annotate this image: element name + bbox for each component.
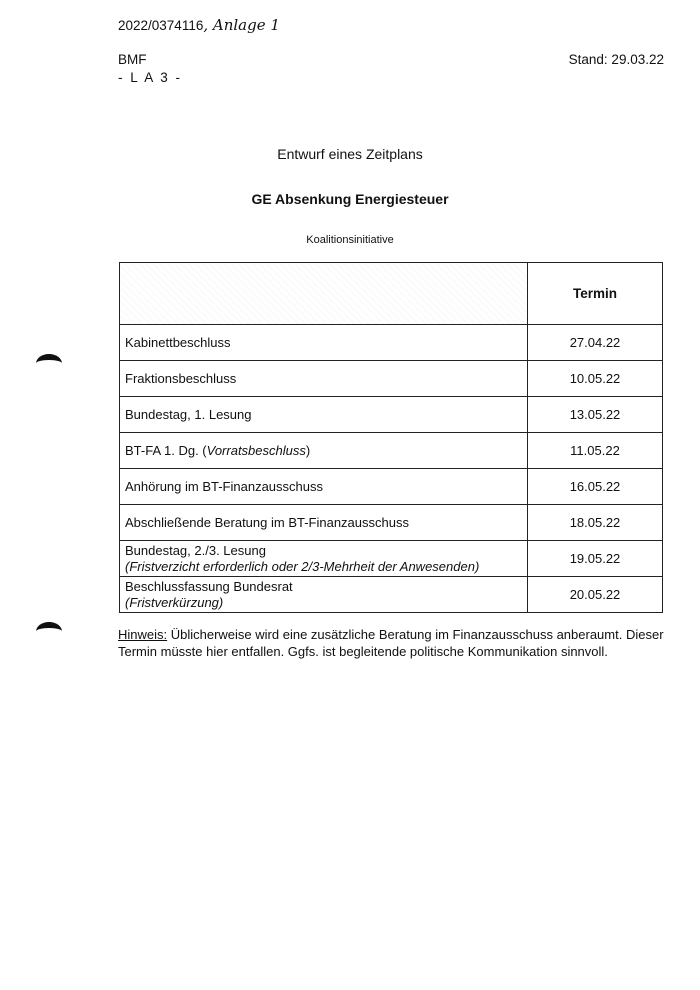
step-note: Vorratsbeschluss [206,443,306,458]
step-cell: Kabinettbeschluss [120,325,528,361]
step-cell [120,577,528,613]
header-date-cell: Termin [528,263,663,325]
step-text: Beschlussfassung Bundesrat [125,578,293,594]
punch-hole-mark [36,354,62,373]
date-cell: 16.05.22 [528,469,663,505]
step-text: Bundestag, 2./3. Lesung [125,542,266,558]
schedule-table [119,262,663,613]
step-note: (Fristverkürzung) [125,594,224,610]
date-cell: 10.05.22 [528,361,663,397]
date-cell: 11.05.22 [528,433,663,469]
table-row [120,577,663,613]
date-cell: 20.05.22 [528,577,663,613]
step-cell: Bundestag, 1. Lesung [120,397,528,433]
step-text: BT-FA 1. Dg. ( [125,443,207,458]
table-row [120,325,663,361]
status-date: Stand: 29.03.22 [568,52,664,67]
hint-text: Üblicherweise wird eine zusätzliche Beratung im Finanzausschuss anberaumt. Dieser Termin müsste hier entfallen. Ggfs. ist begleitende politische Kommunikation sinnvoll. [118,627,664,659]
step-cell: Fraktionsbeschluss [120,361,528,397]
step-suffix: ) [305,443,311,458]
reference-number: 2022/0374116 [118,18,204,33]
step-cell [120,541,528,577]
step-cell: Abschließende Beratung im BT-Finanzausschuss [120,505,528,541]
table-row [120,397,663,433]
handwritten-annotation: , Anlage 1 [203,16,280,34]
punch-hole-mark [36,622,62,641]
header-step-cell [120,263,528,325]
department-label: - L A 3 - [118,70,183,85]
table-row [120,541,663,577]
hint-paragraph [118,627,666,660]
table-row [120,361,663,397]
initiative-label: Koalitionsinitiative [306,234,394,246]
table-header-row [120,263,663,325]
subject-title: GE Absenkung Energiesteuer [251,191,449,207]
table-row [120,469,663,505]
ministry-label: BMF [118,52,147,67]
step-cell [120,433,528,469]
hint-label: Hinweis: [118,627,168,642]
draft-title: Entwurf eines Zeitplans [277,146,423,162]
table-row [120,433,663,469]
date-cell: 19.05.22 [528,541,663,577]
step-cell: Anhörung im BT-Finanzausschuss [120,469,528,505]
document-reference [118,16,280,34]
step-note: (Fristverzicht erforderlich oder 2/3-Mehrheit der Anwesenden) [125,558,480,574]
table-row [120,505,663,541]
date-cell: 18.05.22 [528,505,663,541]
date-cell: 27.04.22 [528,325,663,361]
date-cell: 13.05.22 [528,397,663,433]
